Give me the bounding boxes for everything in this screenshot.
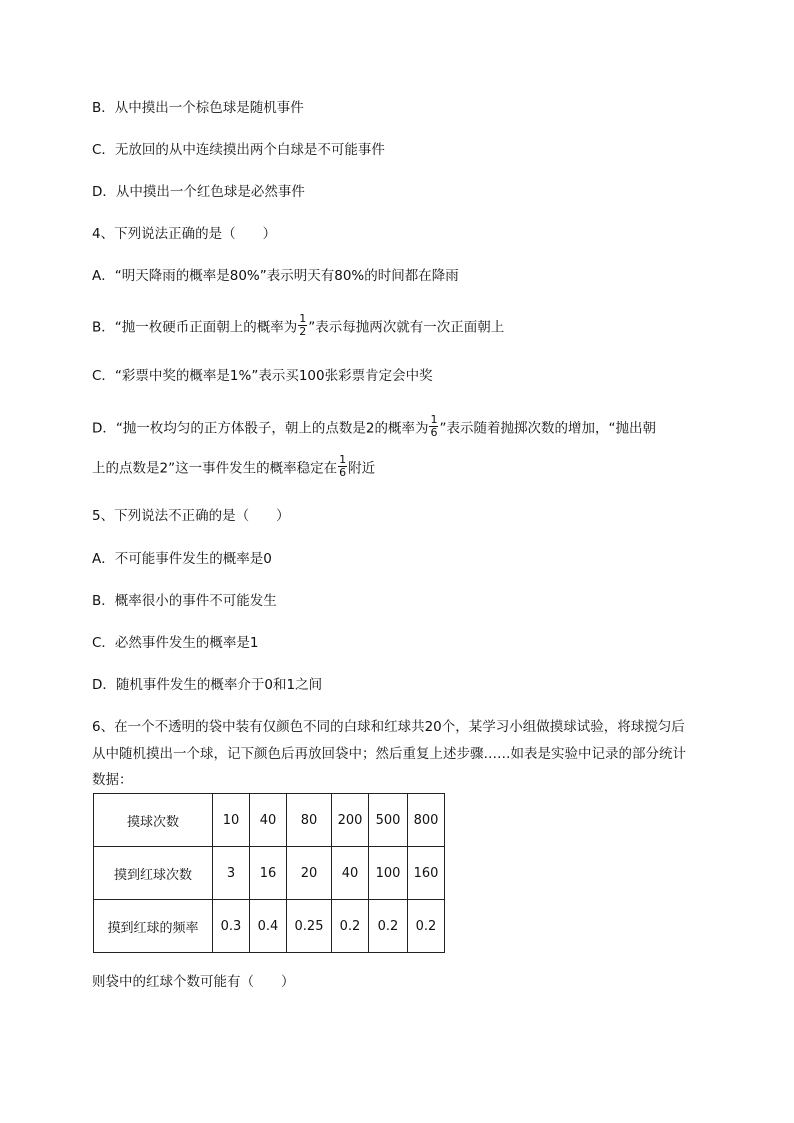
q4-option-d-text-post: ”表示随着抛掷次数的增加，“抛出朝 <box>439 420 656 437</box>
q4-option-a: A．“明天降雨的概率是80%”表示明天有80%的时间都在降雨 <box>92 268 459 284</box>
q6-stem-line-2: 从中随机摸出一个球，记下颜色后再放回袋中；然后重复上述步骤……如表是实验中记录的部分统计 <box>92 746 686 762</box>
fraction-one-half <box>298 313 307 338</box>
table-cell: 16 <box>250 847 287 900</box>
q6-question: 则袋中的红球个数可能有（ ） <box>92 974 295 990</box>
fraction-denominator: 2 <box>299 325 307 338</box>
fraction-denominator: 6 <box>339 466 347 479</box>
table-cell: 20 <box>287 847 332 900</box>
table-cell: 0.2 <box>369 900 408 953</box>
table-cell: 3 <box>213 847 250 900</box>
q4-option-b-text-pre: B．“抛一枚硬币正面朝上的概率为 <box>92 319 298 336</box>
stats-table <box>93 793 445 953</box>
q6-stem-line-1: 6、在一个不透明的袋中装有仅颜色不同的白球和红球共20个，某学习小组做摸球试验，将球搅匀后 <box>92 719 685 735</box>
q4-option-d-continued <box>92 453 376 481</box>
fraction-one-sixth <box>338 454 347 479</box>
table-cell: 500 <box>369 794 408 847</box>
table-cell: 摸到红球次数 <box>94 847 213 900</box>
q6-stem-line-3: 数据： <box>92 772 133 788</box>
table-cell: 200 <box>332 794 369 847</box>
table-cell: 80 <box>287 794 332 847</box>
fraction-numerator: 1 <box>299 312 307 325</box>
q5-option-b: B．概率很小的事件不可能发生 <box>92 593 277 609</box>
table-row <box>94 847 445 900</box>
table-cell: 摸球次数 <box>94 794 213 847</box>
table-cell: 0.2 <box>408 900 445 953</box>
fraction-one-sixth <box>429 414 438 439</box>
q4-option-d-text-pre: D．“抛一枚均匀的正方体骰子，朝上的点数是2的概率为 <box>92 420 429 437</box>
q3-option-c: C．无放回的从中连续摸出两个白球是不可能事件 <box>92 142 385 158</box>
table-cell: 160 <box>408 847 445 900</box>
table-cell: 0.4 <box>250 900 287 953</box>
q4-option-d-line2-post: 附近 <box>348 460 376 477</box>
q4-option-d <box>92 413 656 441</box>
q5-option-d: D．随机事件发生的概率介于0和1之间 <box>92 677 323 693</box>
table-cell: 40 <box>332 847 369 900</box>
q4-stem: 4、下列说法正确的是（ ） <box>92 226 277 242</box>
table-row <box>94 794 445 847</box>
table-cell: 800 <box>408 794 445 847</box>
table-cell: 100 <box>369 847 408 900</box>
table-row <box>94 900 445 953</box>
table-cell: 摸到红球的频率 <box>94 900 213 953</box>
table-cell: 0.2 <box>332 900 369 953</box>
q3-option-b: B．从中摸出一个棕色球是随机事件 <box>92 100 304 116</box>
q4-option-c: C．“彩票中奖的概率是1%”表示买100张彩票肯定会中奖 <box>92 368 433 384</box>
table-cell: 40 <box>250 794 287 847</box>
table-cell: 0.3 <box>213 900 250 953</box>
table-cell: 10 <box>213 794 250 847</box>
table-cell: 0.25 <box>287 900 332 953</box>
fraction-denominator: 6 <box>430 426 438 439</box>
q5-option-a: A．不可能事件发生的概率是0 <box>92 551 272 567</box>
fraction-numerator: 1 <box>339 453 347 466</box>
q4-option-b <box>92 312 505 340</box>
q5-option-c: C．必然事件发生的概率是1 <box>92 635 259 651</box>
q4-option-b-text-post: ”表示每抛两次就有一次正面朝上 <box>308 319 505 336</box>
q4-option-d-line2-pre: 上的点数是2”这一事件发生的概率稳定在 <box>92 460 338 477</box>
q5-stem: 5、下列说法不正确的是（ ） <box>92 508 290 524</box>
fraction-numerator: 1 <box>430 413 438 426</box>
q3-option-d: D．从中摸出一个红色球是必然事件 <box>92 184 305 200</box>
